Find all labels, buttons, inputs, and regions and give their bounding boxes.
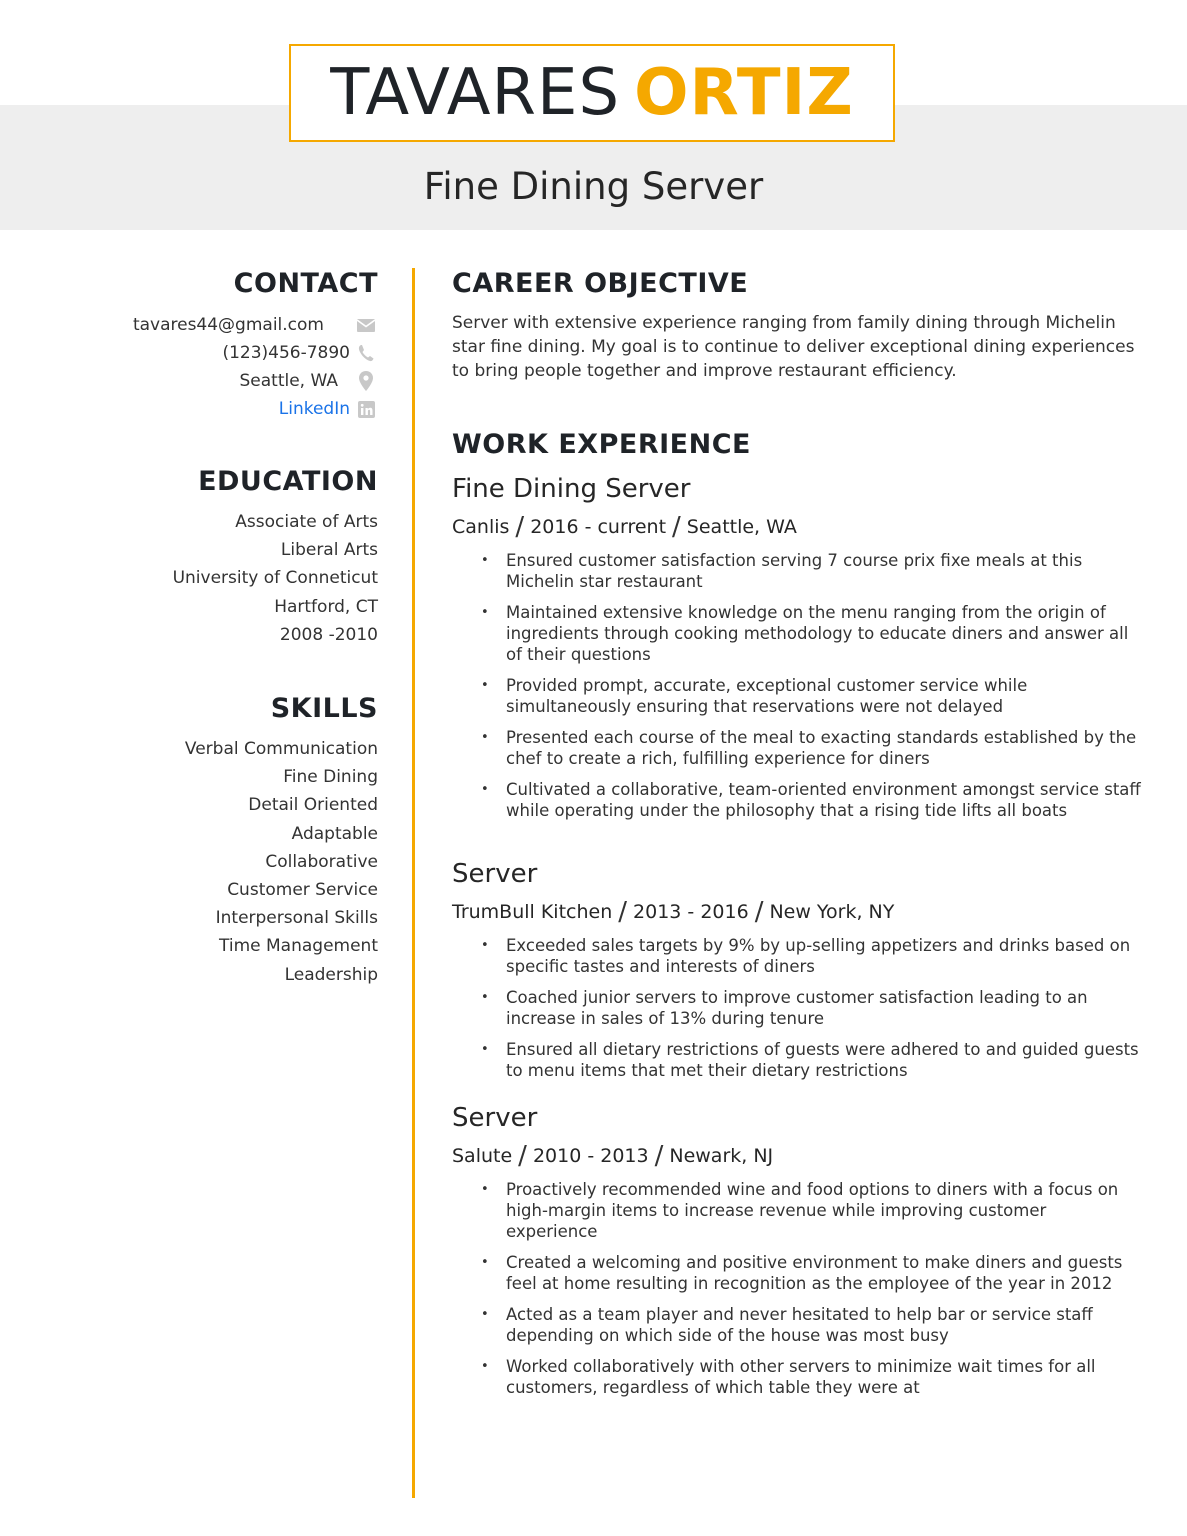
job-bullets: [452, 550, 1142, 821]
education-degree: Associate of Arts: [235, 512, 378, 532]
name-box: [289, 44, 895, 142]
job-entry: [452, 859, 1142, 1091]
location-text: Seattle, WA: [239, 371, 338, 391]
job-title-heading: Fine Dining Server: [423, 165, 764, 208]
job-company: TrumBull Kitchen: [452, 901, 613, 923]
job-title: Server: [452, 1103, 538, 1133]
email-text[interactable]: tavares44@gmail.com: [132, 315, 324, 335]
job-bullet: • Exceeded sales targets by 9% by up-selling appetizers and drinks based on specific tastes and interests of diners: [452, 935, 1142, 977]
objective-heading: CAREER OBJECTIVE: [452, 268, 749, 299]
linkedin-row[interactable]: [60, 395, 378, 423]
job-entry: [452, 474, 1142, 831]
linkedin-icon[interactable]: [354, 399, 378, 419]
phone-icon: [354, 343, 378, 363]
job-bullet: • Maintained extensive knowledge on the menu ranging from the origin of ingredients through cooking methodology to educate diners and answer all of their questions: [452, 602, 1142, 665]
first-name: TAVARES: [330, 56, 621, 130]
linkedin-link[interactable]: LinkedIn: [278, 399, 350, 419]
skill-item: Leadership: [284, 964, 378, 985]
contact-heading: CONTACT: [233, 268, 378, 299]
job-bullet: • Proactively recommended wine and food options to diners with a focus on high-margin items to increase revenue while improving customer experience: [452, 1179, 1142, 1242]
job-bullet: • Cultivated a collaborative, team-oriented environment amongst service staff while operating under the philosophy that a rising tide lifts all boats: [452, 779, 1142, 821]
skill-item: Time Management: [219, 936, 378, 957]
job-dates: 2010 - 2013: [532, 1145, 649, 1167]
job-company: Canlis: [452, 516, 510, 538]
education-school: University of Conneticut: [172, 568, 378, 589]
email-row[interactable]: [60, 311, 378, 339]
skill-item: Verbal Communication: [184, 739, 378, 759]
skill-item: Detail Oriented: [248, 795, 378, 816]
job-meta: Canlis / 2016 - current / Seattle, WA: [452, 512, 797, 542]
experience-heading: WORK EXPERIENCE: [452, 429, 751, 460]
job-bullets: [452, 1179, 1142, 1398]
skill-item: Interpersonal Skills: [215, 908, 378, 929]
job-bullet: • Provided prompt, accurate, exceptional customer service while simultaneously ensuring that reservations were not delayed: [452, 675, 1142, 717]
skill-item: Adaptable: [291, 823, 378, 844]
job-location: Newark, NJ: [669, 1145, 774, 1167]
contact-section: [60, 268, 378, 423]
job-entry: [452, 1103, 1142, 1408]
phone-row[interactable]: [60, 339, 378, 367]
phone-text[interactable]: (123)456-7890: [222, 343, 350, 363]
skill-item: Collaborative: [265, 851, 378, 872]
education-major: Liberal Arts: [280, 540, 378, 561]
column-divider: [412, 268, 415, 1498]
job-bullet: • Worked collaboratively with other servers to minimize wait times for all customers, regardless of which table they were at: [452, 1356, 1142, 1398]
job-company: Salute: [452, 1145, 513, 1167]
job-location: Seattle, WA: [686, 516, 797, 538]
job-meta: TrumBull Kitchen / 2013 - 2016 / New York, NY: [452, 897, 895, 927]
envelope-icon: [354, 315, 378, 335]
job-title: Fine Dining Server: [452, 474, 691, 504]
job-bullets: [452, 935, 1142, 1081]
skill-item: Fine Dining: [283, 767, 378, 788]
education-section: [60, 466, 378, 649]
last-name: ORTIZ: [634, 56, 854, 130]
skills-heading: SKILLS: [270, 693, 378, 724]
job-dates: 2013 - 2016: [633, 901, 749, 923]
skill-item: Customer Service: [227, 879, 378, 900]
education-heading: EDUCATION: [198, 466, 378, 497]
job-bullet: • Created a welcoming and positive environment to make diners and guests feel at home resulting in recognition as the employee of the year in 2012: [452, 1252, 1142, 1294]
job-bullet: • Presented each course of the meal to exacting standards established by the chef to create a rich, fulfilling experience for diners: [452, 727, 1142, 769]
map-pin-icon: [354, 371, 378, 391]
location-row: [60, 367, 378, 395]
job-bullet: • Coached junior servers to improve customer satisfaction leading to an increase in sales of 13% during tenure: [452, 987, 1142, 1029]
objective-section: [452, 268, 1142, 383]
objective-text: Server with extensive experience ranging from family dining through Michelin star fine dining. My goal is to continue to deliver exceptional dining experiences to bring people together and improve restaurant efficiency.: [452, 313, 1135, 381]
job-dates: 2016 - current: [530, 516, 667, 538]
job-bullet: • Acted as a team player and never hesitated to help bar or service staff depending on which side of the house was most busy: [452, 1304, 1142, 1346]
skills-section: [60, 693, 378, 989]
education-location: Hartford, CT: [274, 596, 378, 617]
experience-section: [452, 429, 1142, 460]
job-bullet: • Ensured customer satisfaction serving 7 course prix fixe meals at this Michelin star restaurant: [452, 550, 1142, 592]
job-title: Server: [452, 859, 538, 889]
job-meta: Salute / 2010 - 2013 / Newark, NJ: [452, 1141, 774, 1171]
job-location: New York, NY: [769, 901, 895, 923]
job-bullet: • Ensured all dietary restrictions of guests were adhered to and guided guests to menu items that met their dietary restrictions: [452, 1039, 1142, 1081]
education-dates: 2008 -2010: [279, 624, 378, 645]
